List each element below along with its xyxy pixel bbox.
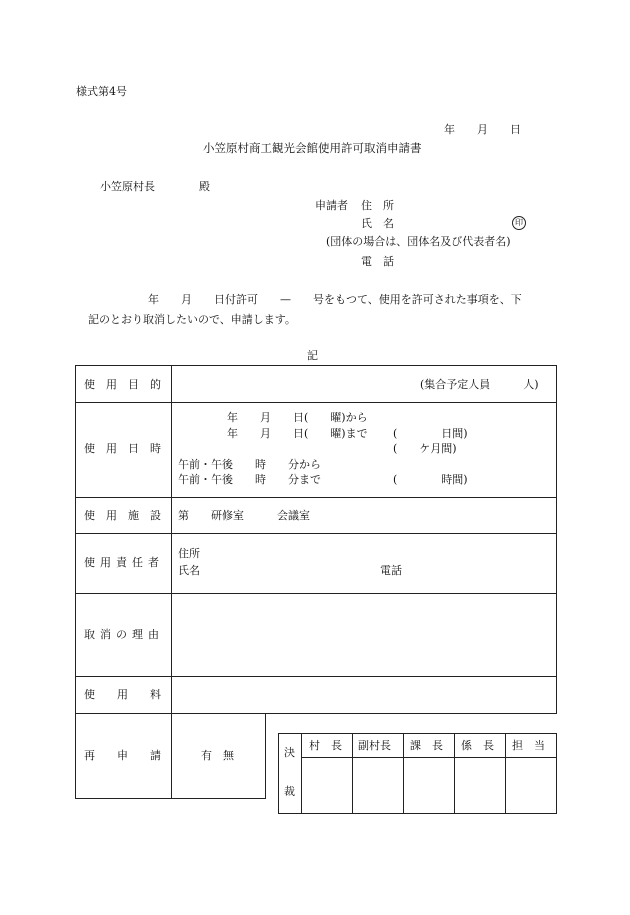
purpose-note: (集合予定人員 人)	[420, 378, 539, 391]
reapply-label: 再 申 請	[84, 749, 161, 762]
approval-label-top: 決	[284, 746, 295, 759]
months-count: ( ケ月間)	[393, 442, 457, 455]
approval-header-subsection-chief: 係 長	[461, 739, 494, 752]
form-number: 様式第4号	[76, 85, 127, 98]
responsible-label: 使用責任者	[84, 556, 164, 569]
seal-icon: 印	[512, 216, 526, 230]
days-count: ( 日間)	[393, 427, 468, 440]
ki-label: 記	[307, 349, 318, 362]
approval-header-staff: 担 当	[512, 739, 545, 752]
body-text-line2: 記のとおり取消したいので、申請します。	[88, 313, 296, 326]
responsible-phone: 電話	[380, 564, 402, 577]
addressee: 小笠原村長 殿	[100, 180, 210, 193]
reapply-value: 有 無	[201, 749, 234, 762]
facility-value: 第 研修室 会議室	[178, 509, 310, 522]
hours-count: ( 時間)	[393, 473, 468, 486]
approval-header-section-chief: 課 長	[410, 739, 443, 752]
approval-label-bottom: 裁	[284, 785, 295, 798]
date-line: 年 月 日	[444, 123, 521, 136]
fee-label: 使 用 料	[84, 688, 161, 701]
date-to: 年 月 日( 曜)まで	[227, 427, 368, 440]
reason-label: 取消の理由	[84, 628, 164, 641]
applicant-heading: 申請者	[315, 199, 348, 212]
facility-label: 使 用 施 設	[84, 509, 161, 522]
responsible-name: 氏名	[178, 564, 200, 577]
applicant-address-label: 住 所	[361, 199, 394, 212]
responsible-address: 住所	[178, 547, 200, 560]
time-from: 午前・午後 時 分から	[178, 458, 321, 471]
date-from: 年 月 日( 曜)から	[227, 411, 368, 424]
applicant-phone-label: 電 話	[361, 255, 394, 268]
datetime-label: 使 用 日 時	[84, 442, 161, 455]
approval-header-vice-mayor: 副村長	[358, 739, 391, 752]
time-to: 午前・午後 時 分まで	[178, 473, 321, 486]
group-note: (団体の場合は、団体名及び代表者名)	[326, 235, 511, 248]
body-text-line1: 年 月 日付許可 — 号をもつて、使用を許可された事項を、下	[148, 293, 522, 306]
applicant-name-label: 氏 名	[361, 217, 394, 230]
approval-header-mayor: 村 長	[309, 739, 342, 752]
page-title: 小笠原村商工観光会館使用許可取消申請書	[203, 141, 422, 155]
purpose-label: 使 用 目 的	[84, 378, 161, 391]
